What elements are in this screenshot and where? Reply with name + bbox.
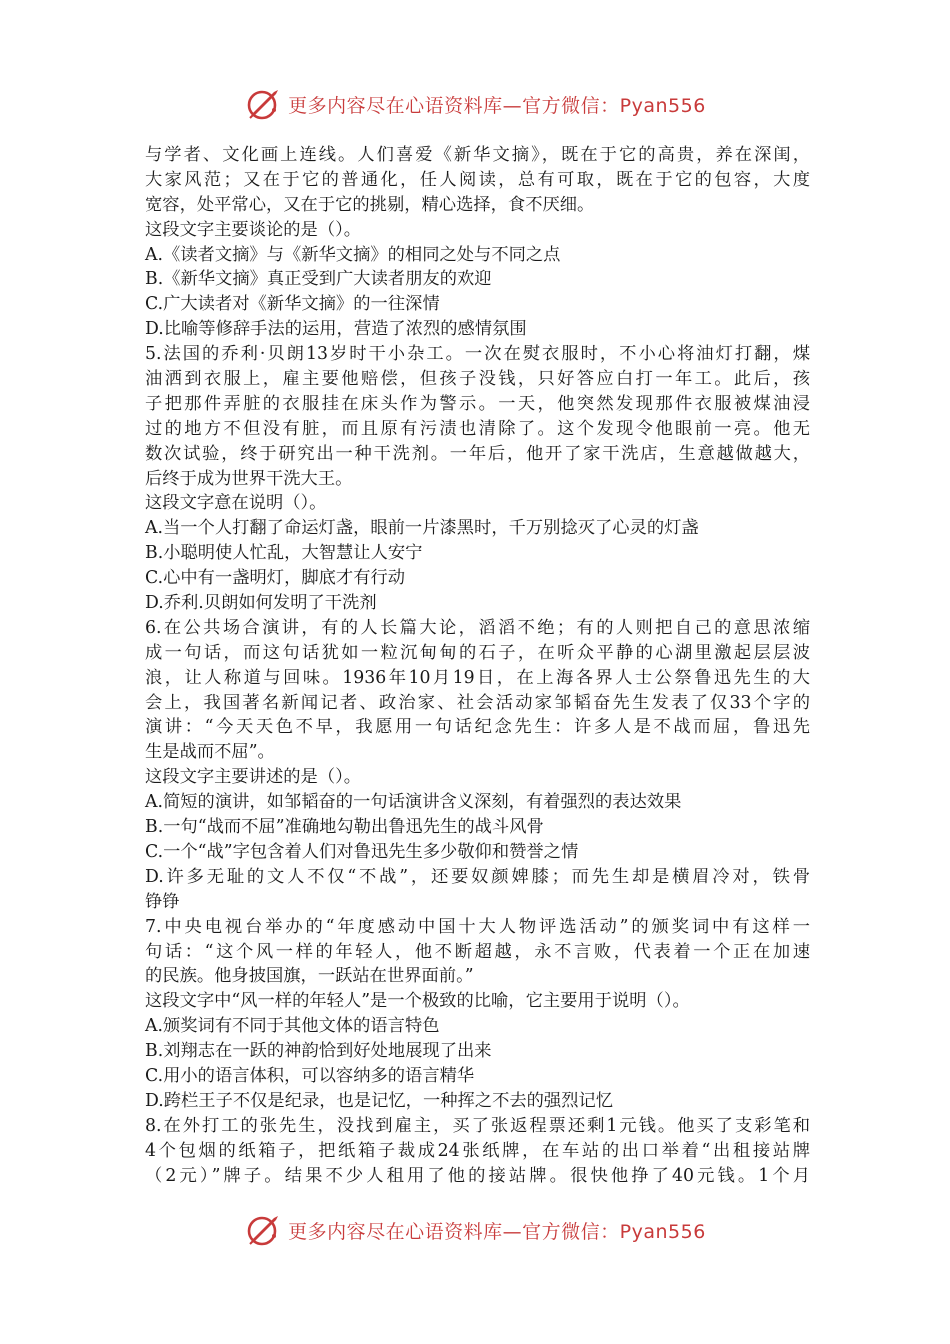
question-7-text: 7.中央电视台举办的“年度感动中国十大人物评选活动”的颁奖词中有这样一	[145, 916, 810, 937]
question-prompt: 这段文字意在说明（）。	[145, 493, 327, 514]
text-line: 宽容，处平常心，又在于它的挑剔，精心选择，食不厌细。	[145, 194, 595, 215]
question-prompt: 这段文字主要谈论的是（）。	[145, 219, 362, 240]
text-line: 句话：“这个风一样的年轻人，他不断超越，永不言败，代表着一个正在加速	[145, 941, 810, 962]
option-a: A.当一个人打翻了命运灯盏，眼前一片漆黑时，千万别捻灭了心灵的灯盏	[145, 518, 699, 539]
text-line: 数次试验，终于研究出一种干洗剂。一年后，他开了家干洗店，生意越做越大，	[145, 443, 810, 464]
question-8-text: 8.在外打工的张先生，没找到雇主，买了张返程票还剩1元钱。他买了支彩笔和	[145, 1115, 810, 1136]
option-a: A.《读者文摘》与《新华文摘》的相同之处与不同之点	[145, 244, 561, 265]
text-line: 子把那件弄脏的衣服挂在床头作为警示。一天，他突然发现那件衣服被煤油浸	[145, 393, 810, 414]
footer-banner	[0, 1208, 950, 1252]
option-b: B.刘翔志在一跃的神韵恰到好处地展现了出来	[145, 1041, 492, 1062]
text-line: 与学者、文化画上连线。人们喜爱《新华文摘》，既在于它的高贵，养在深闺，	[145, 145, 810, 165]
question-6-text: 6.在公共场合演讲，有的人长篇大论，滔滔不绝；有的人则把自己的意思浓缩	[145, 617, 810, 638]
question-prompt: 这段文字主要讲述的是（）。	[145, 767, 362, 788]
text-line: 会上，我国著名新闻记者、政治家、社会活动家邹韬奋先生发表了仅33个字的	[145, 692, 810, 713]
text-line: 后终于成为世界干洗大王。	[145, 468, 353, 489]
text-line: 4个包烟的纸箱子，把纸箱子裁成24张纸牌，在车站的出口举着“出租接站牌	[145, 1140, 810, 1161]
text-line: 油洒到衣服上，雇主要他赔偿，但孩子没钱，只好答应白打一年工。此后，孩	[145, 369, 810, 390]
text-line: （2元）”牌子。结果不少人租用了他的接站牌。很快他挣了40元钱。1个月	[145, 1165, 810, 1186]
option-b: B.小聪明使人忙乱，大智慧让人安宁	[145, 543, 423, 564]
option-c: C.用小的语言体积，可以容纳多的语言精华	[145, 1065, 475, 1086]
option-d: D.许多无耻的文人不仅“不战”，还要奴颜婢膝；而先生却是横眉冷对，铁骨	[145, 866, 810, 887]
text-line: 演讲：“今天天色不早，我愿用一句话纪念先生：许多人是不战而屈，鲁迅先	[145, 717, 810, 738]
pen-quill-logo-icon	[244, 84, 284, 124]
text-line: 浪，让人称道与回味。1936年10月19日，在上海各界人士公祭鲁迅先生的大	[145, 667, 810, 688]
header-banner-text: 更多内容尽在心语资料库—官方微信：Pyan556	[288, 94, 706, 117]
footer-banner-text: 更多内容尽在心语资料库—官方微信：Pyan556	[288, 1220, 706, 1243]
option-c: C.一个“战”字包含着人们对鲁迅先生多少敬仰和赞誉之情	[145, 841, 579, 862]
text-line: 铮铮	[145, 891, 180, 912]
text-line: 大家风范；又在于它的普通化，任人阅读，总有可取，既在于它的包容，大度	[145, 169, 810, 190]
option-d: D.比喻等修辞手法的运用，营造了浓烈的感情氛围	[145, 319, 527, 340]
question-5-text: 5.法国的乔利·贝朗13岁时干小杂工。一次在熨衣服时，不小心将油灯打翻，煤	[145, 344, 810, 365]
option-d: D.乔利.贝朗如何发明了干洗剂	[145, 593, 377, 614]
option-a: A.简短的演讲，如邹韬奋的一句话演讲含义深刻，有着强烈的表达效果	[145, 792, 682, 813]
option-b: B.《新华文摘》真正受到广大读者朋友的欢迎	[145, 269, 492, 290]
question-prompt: 这段文字中“风一样的年轻人”是一个极致的比喻，它主要用于说明（）。	[145, 991, 690, 1012]
text-line: 的民族。他身披国旗，一跃站在世界面前。”	[145, 966, 474, 987]
pen-quill-logo-icon	[244, 1210, 284, 1250]
option-b: B.一句“战而不屈”准确地勾勒出鲁迅先生的战斗风骨	[145, 817, 544, 838]
option-c: C.广大读者对《新华文摘》的一往深情	[145, 294, 440, 315]
option-a: A.颁奖词有不同于其他文体的语言特色	[145, 1016, 440, 1037]
text-line: 生是战而不屈”。	[145, 742, 275, 763]
header-banner	[0, 82, 950, 126]
option-d: D.跨栏王子不仅是纪录，也是记忆，一种挥之不去的强烈记忆	[145, 1090, 614, 1111]
text-line: 过的地方不但没有脏，而且原有污渍也清除了。这个发现令他眼前一亮。他无	[145, 418, 810, 439]
document-body	[145, 143, 810, 1188]
text-line: 成一句话，而这句话犹如一粒沉甸甸的石子，在听众平静的心湖里激起层层波	[145, 642, 810, 663]
option-c: C.心中有一盏明灯，脚底才有行动	[145, 568, 406, 589]
